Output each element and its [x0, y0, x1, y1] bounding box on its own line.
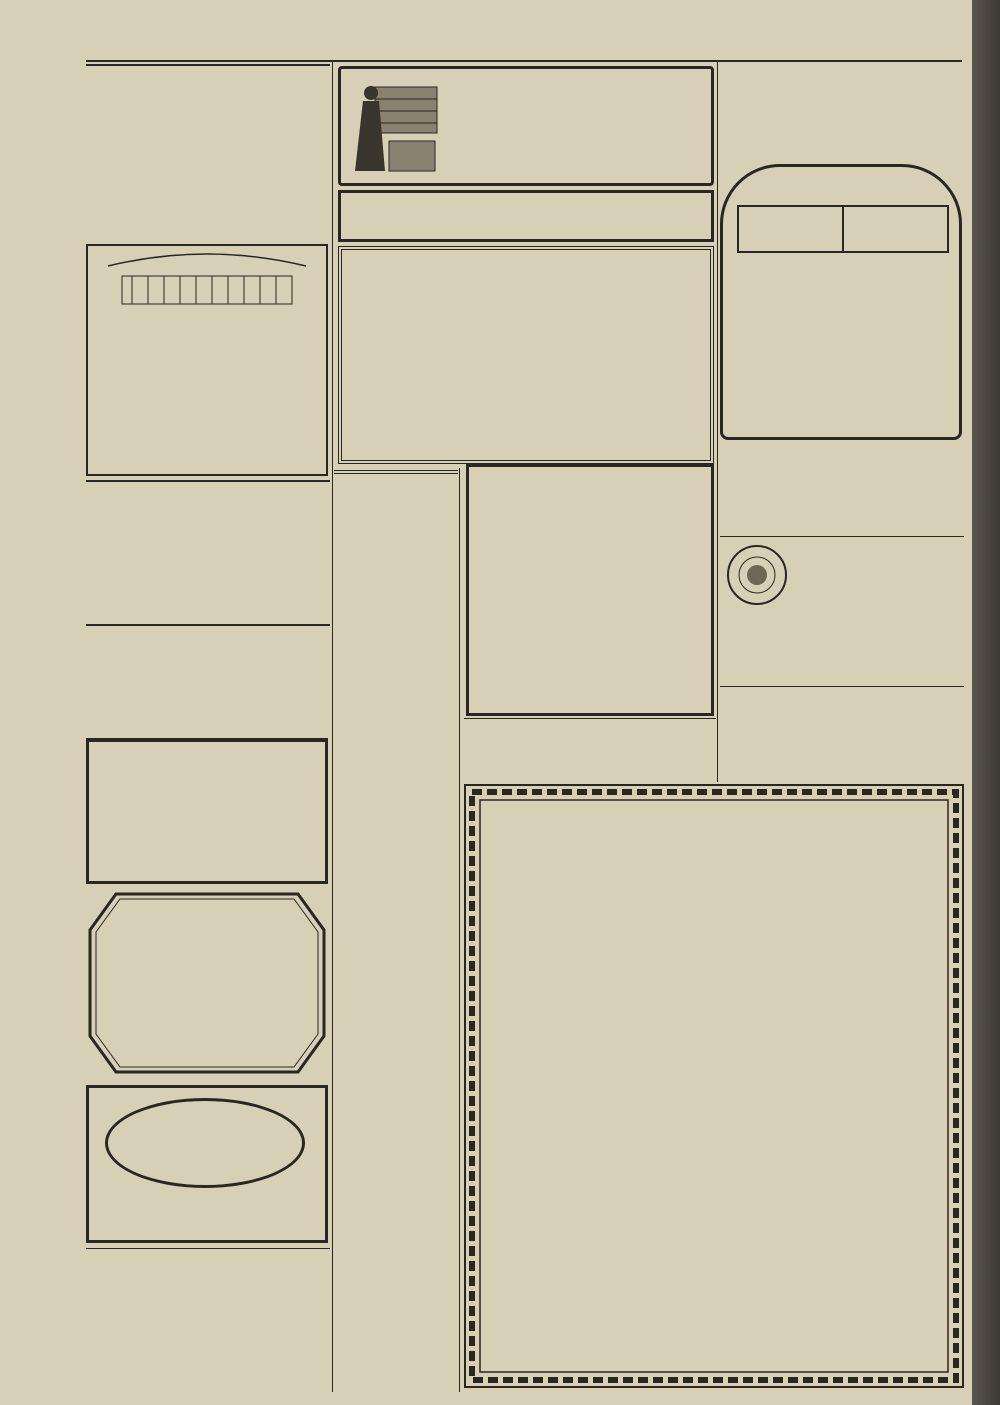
waescherei-ad [86, 1248, 330, 1390]
arkadia-act [86, 512, 330, 526]
augenglaeser-ad [86, 1085, 328, 1243]
header-rule [86, 60, 962, 62]
deutsche-bank-ad [462, 782, 966, 1390]
eisendraht-ad [720, 686, 964, 783]
page-edge [972, 0, 1000, 1405]
building-illustration [88, 246, 326, 308]
classified-fruh [334, 471, 458, 474]
hochstift-seal-icon [726, 544, 788, 606]
gross-frankfurt-ad [86, 244, 328, 476]
column-rule [332, 62, 333, 1392]
arkadia-act [86, 582, 330, 596]
arkadia-ad [86, 480, 330, 730]
arkadia-act [86, 484, 330, 498]
woman-crate-illustration [345, 71, 445, 183]
theater-listings [86, 64, 330, 244]
drahtstifte-ad [338, 246, 714, 464]
arkadia-act [86, 596, 330, 610]
arkadia-act [86, 610, 330, 624]
kammermusik-ad [466, 464, 714, 716]
olympia-ad [720, 164, 962, 440]
arkadia-act [86, 498, 330, 512]
ornamental-border [462, 782, 966, 1390]
classified-ads [334, 468, 458, 1390]
arkadia-begin [86, 480, 330, 482]
column-rule [459, 468, 460, 1392]
arkadia-act [86, 526, 330, 540]
palmengarten-ad [464, 718, 716, 780]
arkadia-act [86, 568, 330, 582]
kartoffel-ad [338, 66, 714, 186]
arkadia-footer [86, 624, 330, 626]
imperial-ad [86, 890, 328, 1076]
column-rule [717, 62, 718, 782]
arkadia-act [86, 540, 330, 554]
imperial-frame [86, 890, 328, 1076]
palmen-title [464, 718, 716, 719]
neues-theater-ad [720, 64, 964, 162]
intimes-theater-ad [720, 498, 964, 537]
arkadia-acts [86, 484, 330, 624]
luna-ad [86, 738, 328, 884]
batterien-ad [338, 190, 714, 242]
hochstift-ad [720, 538, 964, 684]
arkadia-act [86, 554, 330, 568]
